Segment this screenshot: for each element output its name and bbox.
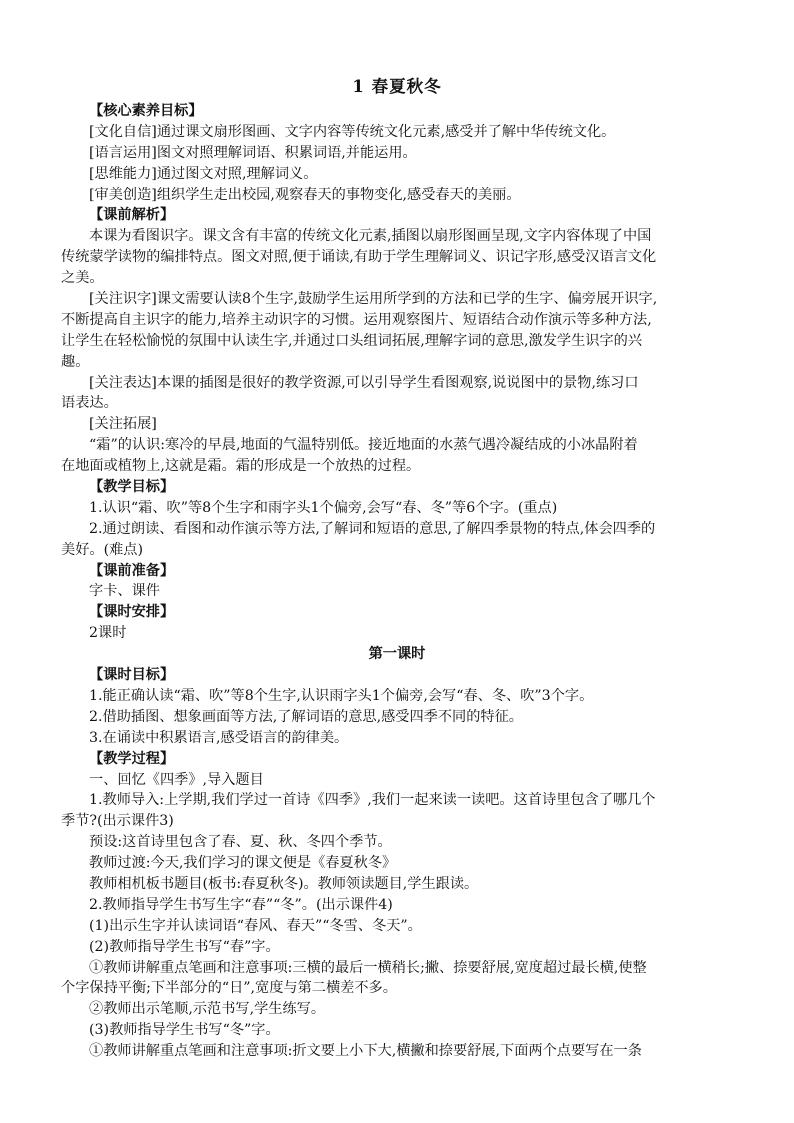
text-line: 美好。(难点) bbox=[61, 541, 144, 558]
document-body bbox=[61, 101, 739, 1062]
text-line: 教师相机板书题目(板书:春夏秋冬)。教师领读题目,学生跟读。 bbox=[89, 875, 479, 892]
text-line: 在地面或植物上,这就是霜。霜的形成是一个放热的过程。 bbox=[61, 458, 421, 475]
text-line: 字卡、课件 bbox=[89, 583, 160, 600]
section-heading: 【课前解析】 bbox=[89, 207, 175, 224]
text-line: 1.教师导入:上学期,我们学过一首诗《四季》,我们一起来读一读吧。这首诗里包含了哪几个 bbox=[89, 792, 656, 809]
section-heading: 【教学过程】 bbox=[89, 750, 175, 767]
text-line: 教师过渡:今天,我们学习的课文便是《春夏秋冬》 bbox=[89, 855, 397, 872]
section-heading: 【教学目标】 bbox=[89, 479, 175, 496]
section-heading: 【核心素养目标】 bbox=[89, 103, 203, 119]
text-line: 本课为看图识字。课文含有丰富的传统文化元素,插图以扇形图画呈现,文字内容体现了中国 bbox=[89, 228, 652, 245]
section-heading: 【课时安排】 bbox=[89, 604, 175, 621]
text-line: (1)出示生字并认读词语“春风、春天”“冬雪、冬天”。 bbox=[89, 917, 422, 934]
text-line: ①教师讲解重点笔画和注意事项:折文要上小下大,横撇和捺要舒展,下面两个点要写在一条 bbox=[89, 1043, 642, 1060]
text-line: [语言运用]图文对照理解词语、积累词语,并能运用。 bbox=[89, 144, 417, 161]
text-line: 1.认识“霜、吹”等8个生字和雨字头1个偏旁,会写“春、冬”等6个字。(重点) bbox=[89, 499, 558, 516]
page-title: 1 春夏秋冬 bbox=[352, 77, 442, 96]
text-line: 3.在诵读中积累语言,感受语言的韵律美。 bbox=[89, 729, 349, 746]
text-line: 2.借助插图、想象画面等方法,了解词语的意思,感受四季不同的特征。 bbox=[89, 708, 523, 725]
text-line: [关注拓展] bbox=[89, 416, 157, 433]
section-heading: 【课前准备】 bbox=[89, 562, 175, 579]
text-line: [关注识字]课文需要认读8个生字,鼓励学生运用所学到的方法和已学的生字、偏旁展开识字, bbox=[89, 291, 658, 308]
text-line: ②教师出示笔顺,示范书写,学生练写。 bbox=[89, 1001, 326, 1018]
text-line: 2.教师指导学生书写生字“春”“冬”。(出示课件4) bbox=[89, 896, 393, 913]
text-line: 季节?(出示课件3) bbox=[61, 813, 174, 830]
lesson-heading: 第一课时 bbox=[368, 646, 426, 663]
text-line: 之美。 bbox=[61, 270, 104, 287]
text-line: 让学生在轻松愉悦的氛围中认读生字,并通过口头组词拓展,理解字词的意思,激发学生识字的兴 bbox=[61, 332, 643, 349]
section-heading: 【课时目标】 bbox=[89, 667, 175, 684]
text-line: “霜”的认识:寒冷的早晨,地面的气温特别低。接近地面的水蒸气遇冷凝结成的小冰晶附着 bbox=[89, 437, 638, 454]
text-line: 趣。 bbox=[61, 353, 90, 370]
text-line: [文化自信]通过课文扇形图画、文字内容等传统文化元素,感受并了解中华传统文化。 bbox=[89, 123, 616, 140]
text-line: (2)教师指导学生书写“春”字。 bbox=[89, 938, 280, 955]
text-line: 不断提高自主识字的能力,培养主动识字的习惯。运用观察图片、短语结合动作演示等多种方法, bbox=[61, 311, 652, 328]
text-line: 语表达。 bbox=[61, 395, 118, 412]
text-line: 一、回忆《四季》,导入题目 bbox=[89, 771, 264, 788]
text-line: [关注表达]本课的插图是很好的教学资源,可以引导学生看图观察,说说图中的景物,练习口 bbox=[89, 374, 639, 391]
text-line: 预设:这首诗里包含了春、夏、秋、冬四个季节。 bbox=[89, 834, 392, 851]
text-line: ①教师讲解重点笔画和注意事项:三横的最后一横稍长;撇、捺要舒展,宽度超过最长横,使整 bbox=[89, 959, 647, 976]
text-line: (3)教师指导学生书写“冬”字。 bbox=[89, 1022, 280, 1039]
text-line: 传统蒙学读物的编排特点。图文对照,便于诵读,有助于学生理解词义、识记字形,感受汉语言文化 bbox=[61, 249, 657, 266]
text-line: 2课时 bbox=[89, 625, 127, 642]
text-line: 2.通过朗读、看图和动作演示等方法,了解词和短语的意思,了解四季景物的特点,体会四季的 bbox=[89, 520, 656, 537]
text-line: [思维能力]通过图文对照,理解词义。 bbox=[89, 165, 318, 182]
text-line: 个字保持平衡;下半部分的“日”,宽度与第二横差不多。 bbox=[61, 980, 397, 997]
text-line: 1.能正确认读“霜、吹”等8个生字,认识雨字头1个偏旁,会写“春、冬、吹”3个字。 bbox=[89, 687, 594, 704]
text-line: [审美创造]组织学生走出校园,观察春天的事物变化,感受春天的美丽。 bbox=[89, 186, 521, 203]
